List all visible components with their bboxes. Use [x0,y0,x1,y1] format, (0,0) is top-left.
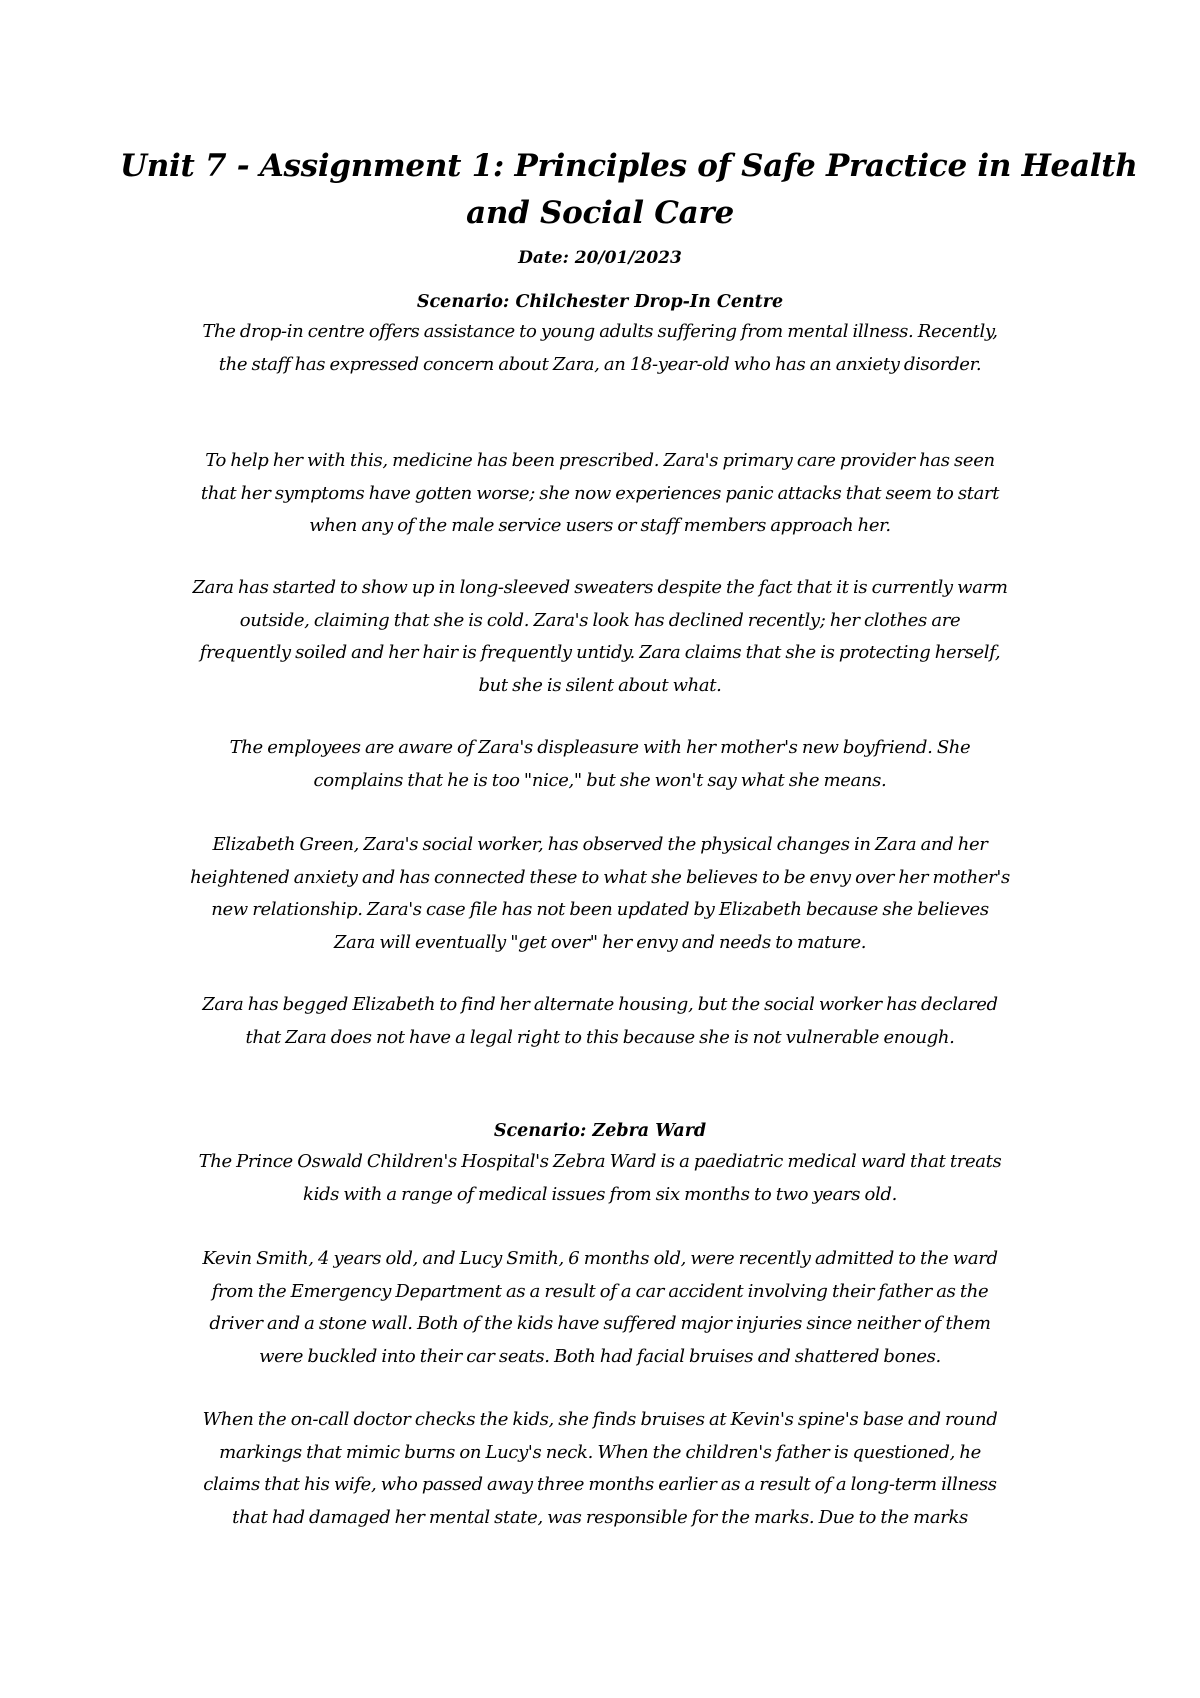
text-line: outside, claiming that she is cold. Zara's look has declined recently; her clothes are [239,609,961,631]
text-line: new relationship. Zara's case file has not been updated by Elizabeth because she believes [211,899,989,920]
document-title [120,143,1138,237]
text-line: that Zara does not have a legal right to this because she is not vulnerable enough. [245,1026,955,1048]
text-line: heightened anxiety and has connected these to what she believes to be envy over her mother's [190,866,1010,888]
text-line: Elizabeth Green, Zara's social worker, has observed the physical changes in Zara and her [212,834,988,855]
paragraph [125,829,1075,959]
text-line: markings that mimic burns on Lucy's neck. When the children's father is questioned, he [219,1441,981,1463]
title-line: Unit 7 - Assignment 1: Principles of Safe Practice in Health [120,148,1138,184]
text-line: The Prince Oswald Children's Hospital's Zebra Ward is a paediatric medical ward that treats [198,1151,1002,1172]
text-line: The drop-in centre offers assistance to young adults suffering from mental illness. Recently, [202,321,998,342]
paragraph [125,1243,1075,1373]
text-line: complains that he is too "nice," but she won't say what she means. [313,769,887,791]
text-line: To help her with this, medicine has been prescribed. Zara's primary care provider has seen [205,450,995,471]
text-line: the staff has expressed concern about Zara, an 18-year-old who has an anxiety disorder. [218,353,982,375]
text-line: when any of the male service users or staff members approach her. [309,515,891,536]
document-date: Date: 20/01/2023 [518,248,682,268]
paragraph [125,1146,1075,1211]
scenario-heading-chilchester: Scenario: Chilchester Drop-In Centre [416,292,784,312]
text-line: frequently soiled and her hair is frequently untidy. Zara claims that she is protecting herself, [199,642,1001,663]
scenario-heading-zebra-ward: Scenario: Zebra Ward [493,1121,707,1141]
paragraph [125,445,1075,543]
title-line: and Social Care [466,195,734,231]
text-line: Kevin Smith, 4 years old, and Lucy Smith, 6 months old, were recently admitted to the ward [202,1248,998,1269]
text-line: claims that his wife, who passed away three months earlier as a result of a long-term illness [203,1474,997,1495]
paragraph [125,572,1075,702]
text-line: Zara has started to show up in long-sleeved sweaters despite the fact that it is currently warm [192,577,1008,598]
paragraph [125,732,1075,797]
text-line: driver and a stone wall. Both of the kids have suffered major injuries since neither of them [209,1313,991,1334]
text-line: were buckled into their car seats. Both had facial bruises and shattered bones. [259,1345,941,1367]
text-line: that her symptoms have gotten worse; she now experiences panic attacks that seem to start [200,482,1000,504]
text-line: but she is silent about what. [478,674,722,696]
text-line: Zara has begged Elizabeth to find her alternate housing, but the social worker has declared [202,994,998,1015]
paragraph [125,1404,1075,1534]
text-line: The employees are aware of Zara's displeasure with her mother's new boyfriend. She [229,737,971,758]
text-line: that had damaged her mental state, was responsible for the marks. Due to the marks [232,1506,968,1528]
text-line: Zara will eventually "get over" her envy and needs to mature. [333,931,867,953]
text-line: When the on-call doctor checks the kids, she finds bruises at Kevin's spine's base and round [202,1409,998,1430]
text-line: kids with a range of medical issues from six months to two years old. [303,1183,897,1205]
text-line: from the Emergency Department as a result of a car accident involving their father as the [211,1280,989,1302]
paragraph [125,989,1075,1054]
paragraph [125,316,1075,381]
